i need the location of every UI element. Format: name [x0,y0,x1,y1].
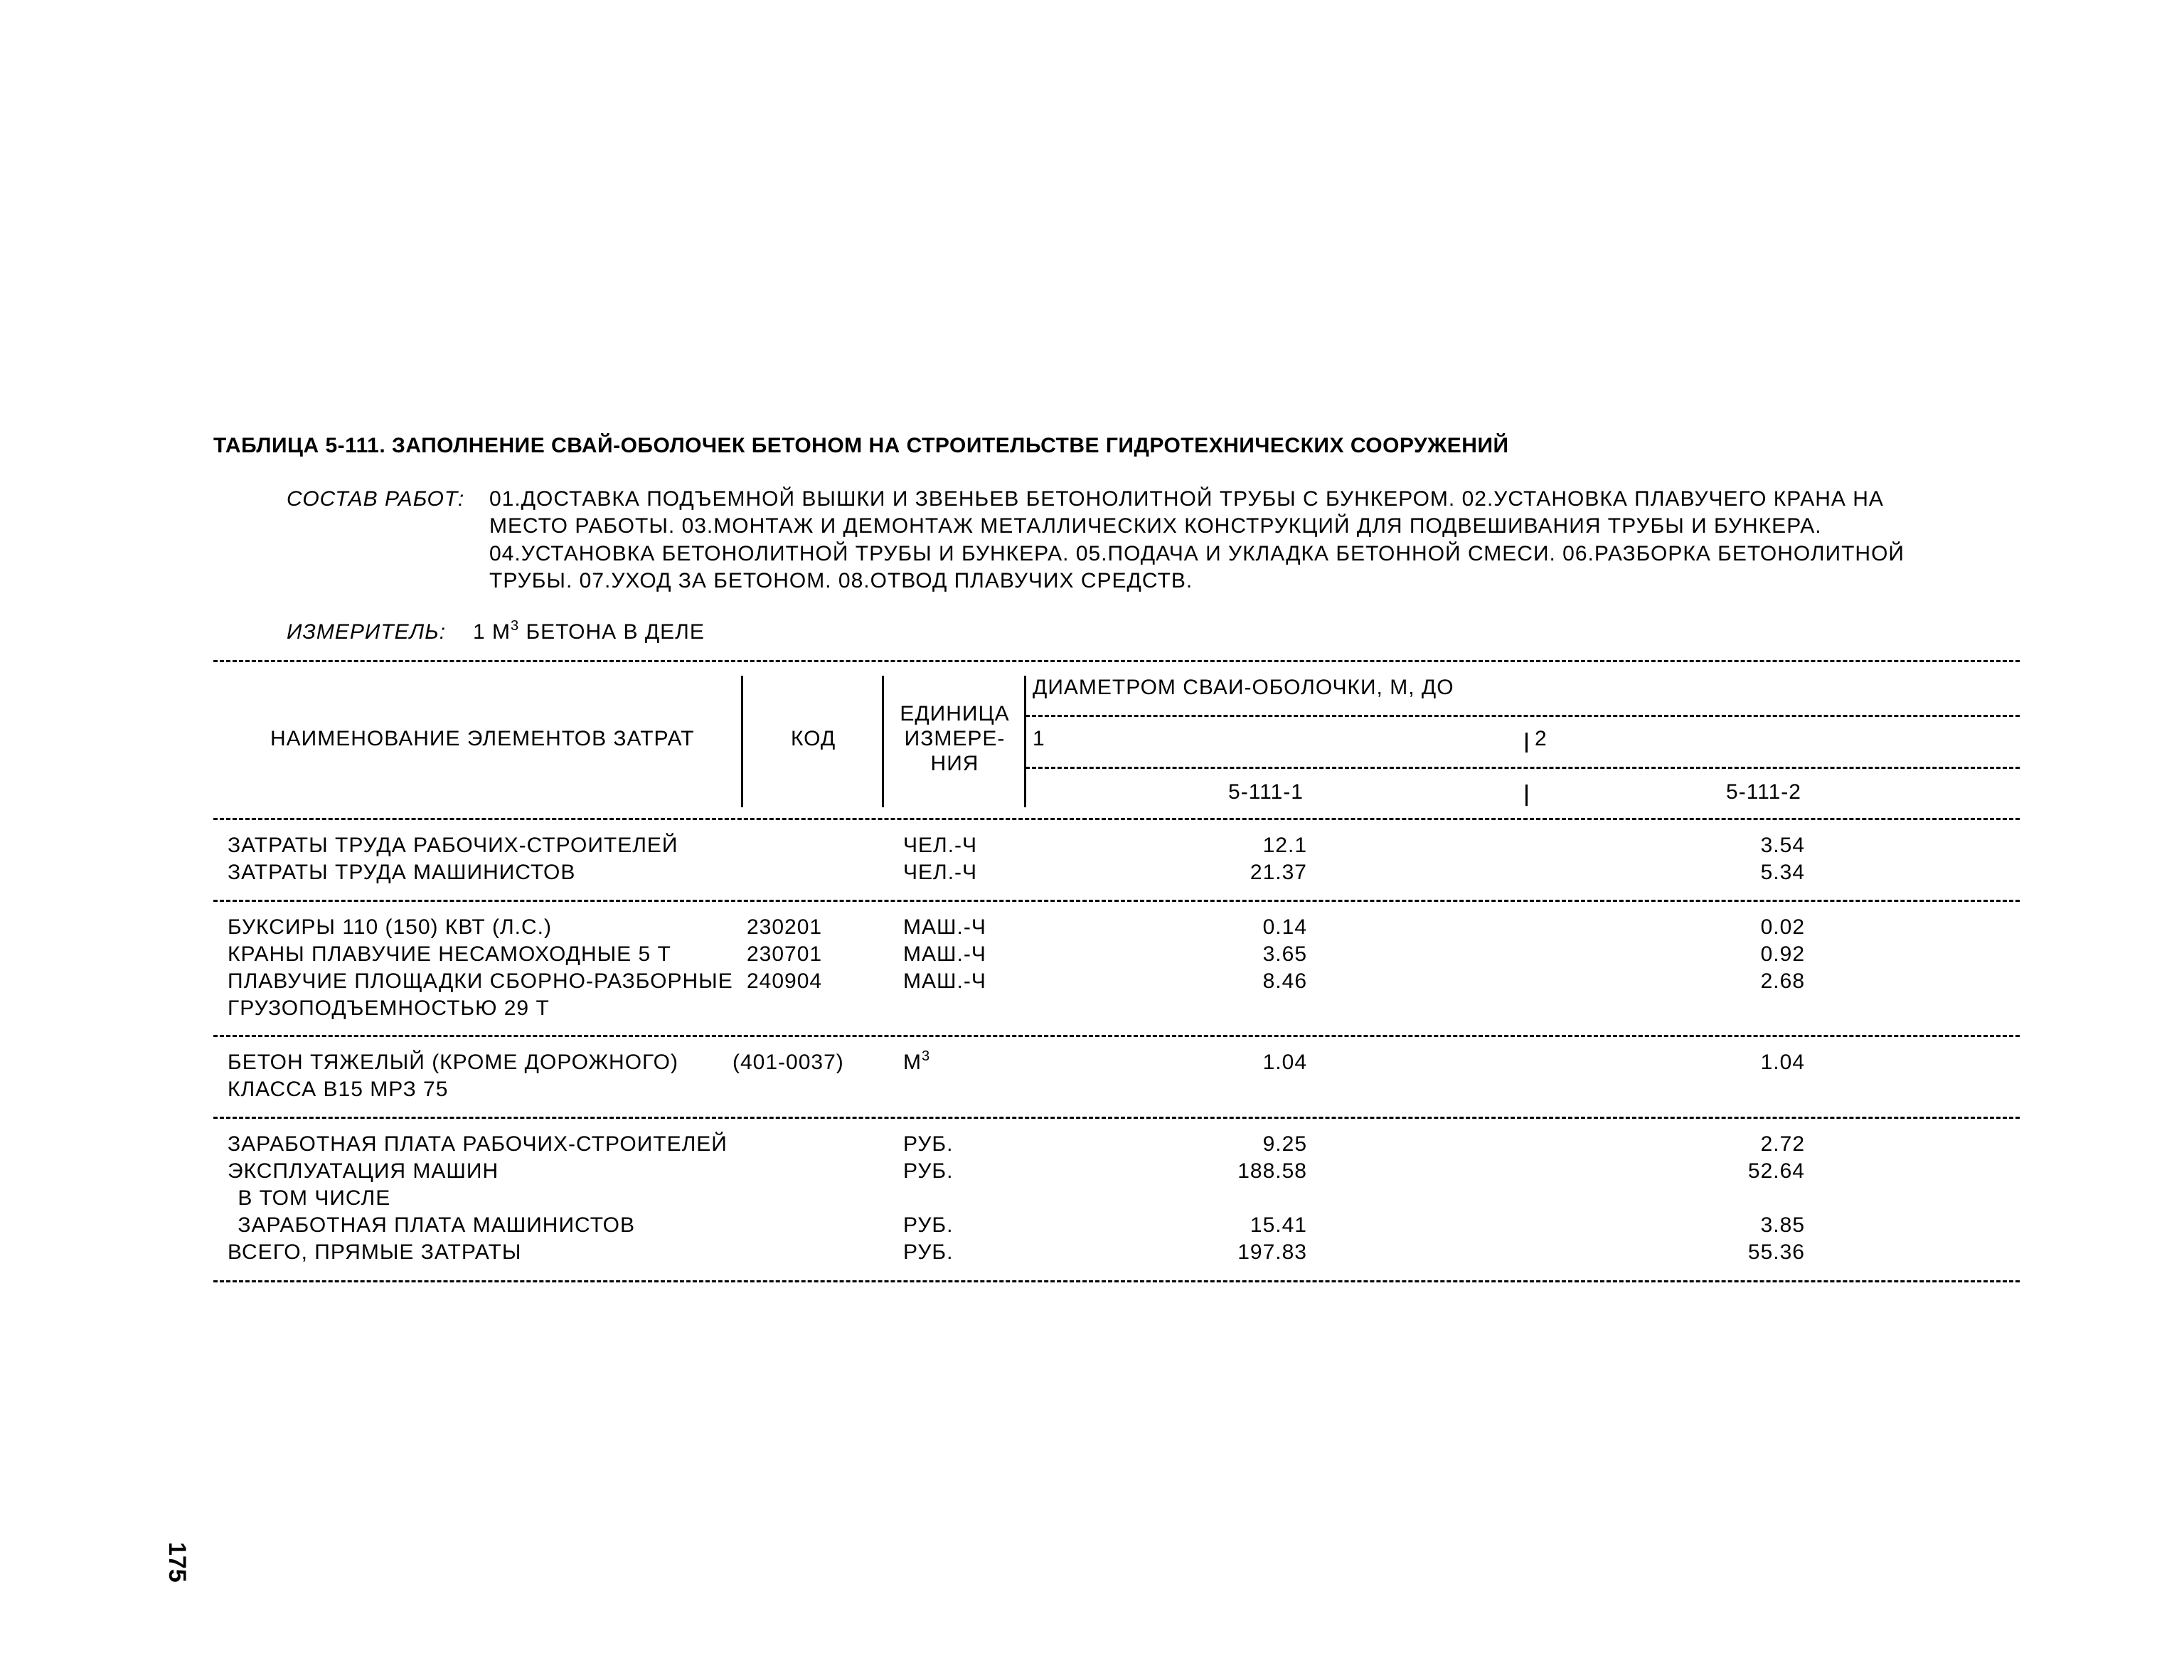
meter-value: 1 $М^3$ БЕТОНА В ДЕЛЕ [473,618,705,644]
header-divider [882,676,884,807]
row-unit: МАШ.-Ч [903,915,986,939]
row-v1: 1.04 [1262,1051,1307,1074]
rule-top [213,660,2020,662]
row-v2: 2.68 [1760,969,1805,993]
header-divider [741,676,743,807]
row-v2: 55.36 [1747,1240,1805,1264]
composition-line: ТРУБЫ. 07.УХОД ЗА БЕТОНОМ. 08.ОТВОД ПЛАВУЧИХ СРЕДСТВ. [489,569,1193,592]
row-name: ЗАТРАТЫ ТРУДА МАШИНИСТОВ [228,861,576,884]
row-v2: 0.02 [1760,915,1805,939]
header-unit: ИЗМЕРЕ- [904,727,1006,750]
row-v1: 188.58 [1237,1159,1307,1183]
row-code: (401-0037) [733,1051,844,1074]
row-v2: 52.64 [1747,1159,1805,1183]
row-name: ЗАРАБОТНАЯ ПЛАТА РАБОЧИХ-СТРОИТЕЛЕЙ [228,1132,728,1156]
row-name: ВСЕГО, ПРЯМЫЕ ЗАТРАТЫ [228,1240,522,1264]
row-v1: 9.25 [1262,1132,1307,1156]
header-code: КОД [791,727,836,750]
header-d1: 1 [1033,727,1045,750]
rule-bottom [213,1280,2020,1282]
rule-header-bottom [213,818,2020,820]
row-unit: МАШ.-Ч [903,969,986,993]
row-v1: 3.65 [1262,942,1307,966]
header-diameter: ДИАМЕТРОМ СВАИ-ОБОЛОЧКИ, М, ДО [1033,676,1454,699]
row-unit: ЧЕЛ.-Ч [903,861,978,884]
row-name: ЭКСПЛУАТАЦИЯ МАШИН [228,1159,499,1183]
row-unit: РУБ. [903,1213,954,1237]
row-unit: РУБ. [903,1159,954,1183]
page-number: 175 [164,1542,191,1583]
row-unit: $М^3$ [903,1048,931,1074]
header-divider [1525,733,1528,753]
header-divider [1525,785,1528,806]
row-v2: 0.92 [1760,942,1805,966]
row-name: В ТОМ ЧИСЛЕ [231,1186,391,1210]
row-unit: РУБ. [903,1240,954,1264]
row-unit: МАШ.-Ч [903,942,986,966]
composition-line: 04.УСТАНОВКА БЕТОНОЛИТНОЙ ТРУБЫ И БУНКЕРА. 05.ПОДАЧА И УКЛАДКА БЕТОННОЙ СМЕСИ. 06.РАЗБОРКА БЕТОНОЛИТНОЙ [489,542,1905,565]
rule-header-2 [1026,767,2020,769]
row-v2: 1.04 [1760,1051,1805,1074]
meter-label: ИЗМЕРИТЕЛЬ: [287,620,447,644]
table-title: ТАБЛИЦА 5-111. ЗАПОЛНЕНИЕ СВАЙ-ОБОЛОЧЕК БЕТОНОМ НА СТРОИТЕЛЬСТВЕ ГИДРОТЕХНИЧЕСКИХ СООРУЖЕНИЙ [213,434,1509,457]
row-v2: 3.85 [1760,1213,1805,1237]
rule-header-1 [1026,715,2020,717]
header-unit: НИЯ [930,752,979,775]
row-v1: 8.46 [1262,969,1307,993]
row-name: ГРУЗОПОДЪЕМНОСТЬЮ 29 Т [228,996,550,1020]
row-name: ЗАТРАТЫ ТРУДА РАБОЧИХ-СТРОИТЕЛЕЙ [228,834,678,857]
rule-group [213,1035,2020,1037]
rule-group [213,900,2020,902]
row-code: 230701 [747,942,823,966]
row-name: ЗАРАБОТНАЯ ПЛАТА МАШИНИСТОВ [231,1213,636,1237]
row-v1: 0.14 [1262,915,1307,939]
row-name: БЕТОН ТЯЖЕЛЫЙ (КРОМЕ ДОРОЖНОГО) [228,1051,678,1074]
header-col1: 5-111-1 [1228,780,1304,804]
composition-line: 01.ДОСТАВКА ПОДЪЕМНОЙ ВЫШКИ И ЗВЕНЬЕВ БЕТОНОЛИТНОЙ ТРУБЫ С БУНКЕРОМ. 02.УСТАНОВКА ПЛАВУЧЕГО КРАНА НА [489,487,1884,511]
row-unit: РУБ. [903,1132,954,1156]
rule-group [213,1117,2020,1119]
row-v2: 5.34 [1760,861,1805,884]
header-name: НАИМЕНОВАНИЕ ЭЛЕМЕНТОВ ЗАТРАТ [270,727,695,750]
composition-label: СОСТАВ РАБОТ: [287,487,465,511]
header-col2: 5-111-2 [1726,780,1801,804]
row-v2: 3.54 [1760,834,1805,857]
row-name: БУКСИРЫ 110 (150) КВТ (Л.С.) [228,915,552,939]
row-name: КРАНЫ ПЛАВУЧИЕ НЕСАМОХОДНЫЕ 5 Т [228,942,671,966]
row-v1: 21.37 [1250,861,1307,884]
row-v2: 2.72 [1760,1132,1805,1156]
row-unit: ЧЕЛ.-Ч [903,834,978,857]
row-name: КЛАССА В15 МРЗ 75 [228,1078,449,1101]
composition-line: МЕСТО РАБОТЫ. 03.МОНТАЖ И ДЕМОНТАЖ МЕТАЛЛИЧЕСКИХ КОНСТРУКЦИЙ ДЛЯ ПОДВЕШИВАНИЯ ТРУБЫ И БУНКЕРА. [489,514,1822,538]
row-code: 230201 [747,915,823,939]
row-code: 240904 [747,969,823,993]
header-divider [1024,676,1026,807]
row-v1: 12.1 [1262,834,1307,857]
row-v1: 15.41 [1250,1213,1307,1237]
row-name: ПЛАВУЧИЕ ПЛОЩАДКИ СБОРНО-РАЗБОРНЫЕ [228,969,733,993]
row-v1: 197.83 [1237,1240,1307,1264]
header-d2: 2 [1535,727,1548,750]
header-unit: ЕДИНИЦА [900,702,1010,725]
